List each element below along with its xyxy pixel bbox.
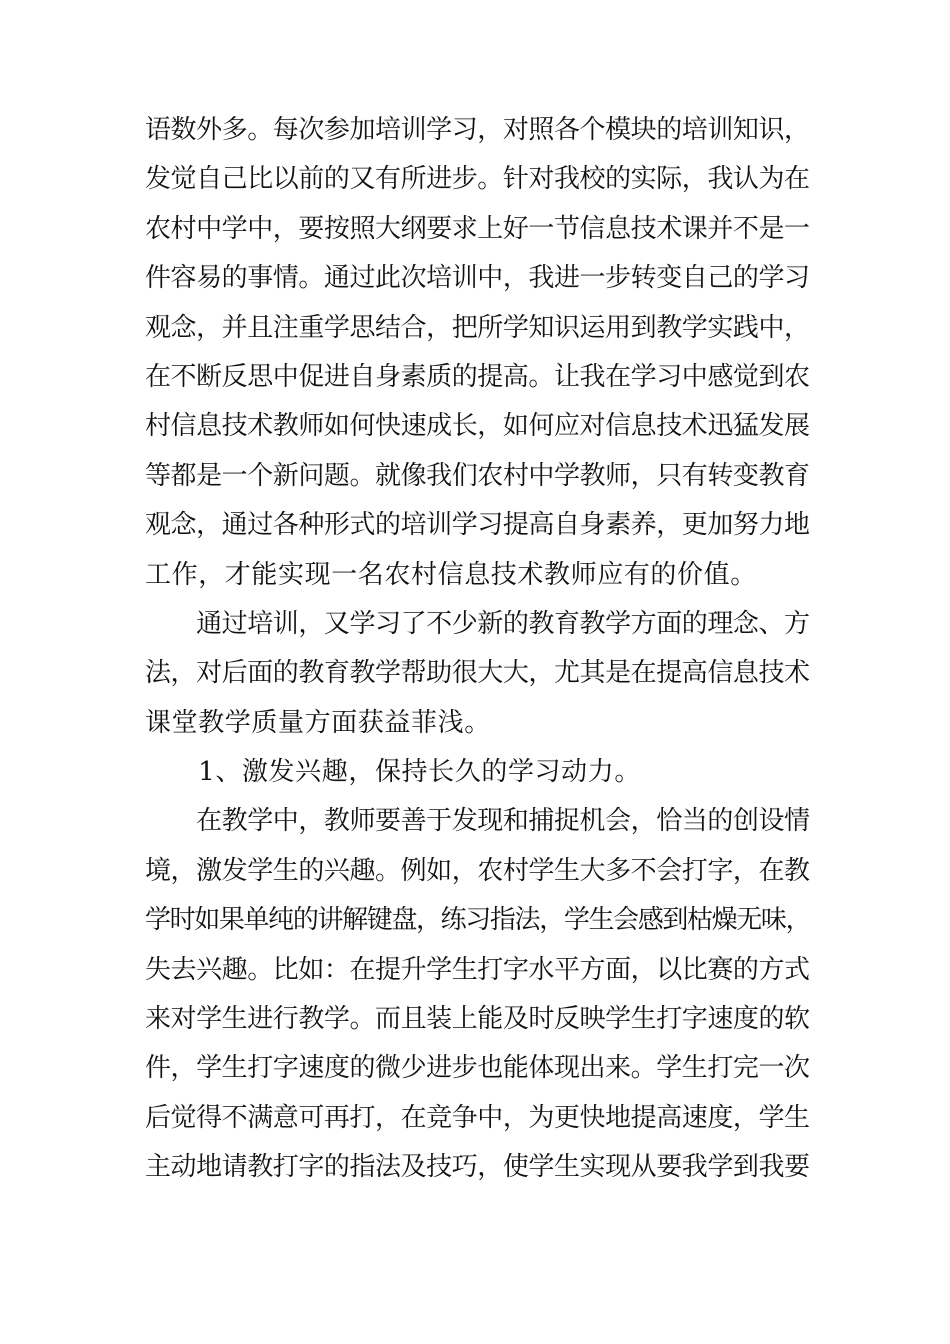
text-line: 课堂教学质量方面获益菲浅。 (145, 707, 491, 738)
text-line: 后觉得不满意可再打，在竞争中，为更快地提高速度，学生 (145, 1102, 810, 1133)
text-line: 来对学生进行教学。而且装上能及时反映学生打字速度的软 (145, 1004, 810, 1035)
text-line: 境，激发学生的兴趣。例如，农村学生大多不会打字，在教 (145, 855, 810, 886)
text-line: 法，对后面的教育教学帮助很大大，尤其是在提高信息技术 (145, 658, 810, 689)
document-body (145, 106, 810, 1193)
text-line: 观念，通过各种形式的培训学习提高自身素养，更加努力地 (145, 510, 810, 541)
text-line: 村信息技术教师如何快速成长，如何应对信息技术迅猛发展 (145, 411, 810, 442)
text-line: 工作，才能实现一名农村信息技术教师应有的价值。 (145, 559, 757, 590)
text-line: 件容易的事情。通过此次培训中，我进一步转变自己的学习 (145, 263, 810, 294)
text-line: 在不断反思中促进自身素质的提高。让我在学习中感觉到农 (145, 361, 810, 392)
text-line: 失去兴趣。比如：在提升学生打字水平方面，以比赛的方式 (145, 954, 810, 985)
text-line: 件，学生打字速度的微少进步也能体现出来。学生打完一次 (145, 1053, 810, 1084)
text-line: 学时如果单纯的讲解键盘，练习指法，学生会感到枯燥无味， (145, 905, 811, 936)
paragraph-start-line: 通过培训，又学习了不少新的教育教学方面的理念、方 (145, 608, 810, 639)
text-line: 发觉自己比以前的又有所进步。针对我校的实际，我认为在 (145, 164, 810, 195)
text-line: 观念，并且注重学思结合，把所学知识运用到教学实践中， (145, 312, 810, 343)
text-line: 等都是一个新问题。就像我们农村中学教师，只有转变教育 (145, 460, 810, 491)
text-line: 语数外多。每次参加培训学习，对照各个模块的培训知识， (145, 115, 810, 145)
text-line: 主动地请教打字的指法及技巧，使学生实现从要我学到我要 (145, 1152, 810, 1183)
text-line: 农村中学中，要按照大纲要求上好一节信息技术课并不是一 (145, 213, 810, 244)
paragraph-start-line: 在教学中，教师要善于发现和捕捉机会，恰当的创设情 (145, 806, 810, 837)
section-heading: 1、激发兴趣，保持长久的学习动力。 (145, 757, 641, 788)
